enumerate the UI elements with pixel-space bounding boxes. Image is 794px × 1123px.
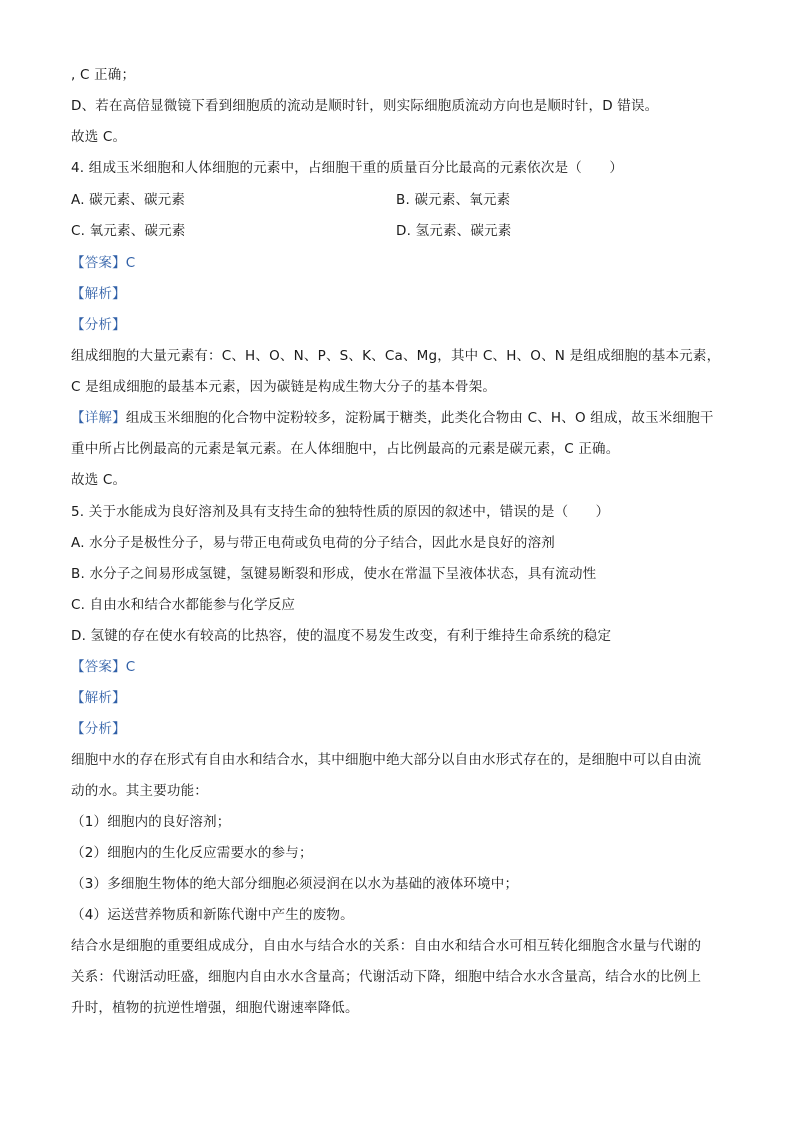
q4-option-d: D. 氢元素、碳元素 <box>396 223 512 239</box>
q4-detail-text: 组成玉米细胞的化合物中淀粉较多，淀粉属于糖类，此类化合物由 C、H、O 组成，故玉米细胞干 <box>125 410 714 426</box>
text-line: D、若在高倍显微镜下看到细胞质的流动是顺时针，则实际细胞质流动方向也是顺时针，D 错误。 <box>71 98 659 114</box>
text-line: 结合水是细胞的重要组成成分，自由水与结合水的关系：自由水和结合水可相互转化细胞含水量与代谢的 <box>71 938 702 954</box>
text-line: 关系：代谢活动旺盛，细胞内自由水水含量高；代谢活动下降，细胞中结合水水含量高，结合水的比例上 <box>71 969 702 985</box>
q4-analysis-label: 【解析】 <box>71 286 126 302</box>
q5-option-a: A. 水分子是极性分子，易与带正电荷或负电荷的分子结合，因此水是良好的溶剂 <box>71 535 555 551</box>
q4-detail-label: 【详解】 <box>71 410 126 426</box>
q4-option-c: C. 氧元素、碳元素 <box>71 223 186 239</box>
q5-option-d: D. 氢键的存在使水有较高的比热容，使的温度不易发生改变，有利于维持生命系统的稳定 <box>71 628 612 644</box>
text-line: 组成细胞的大量元素有：C、H、O、N、P、S、K、Ca、Mg，其中 C、H、O、N 是组成细胞的基本元素， <box>71 348 721 364</box>
q4-option-b: B. 碳元素、氧元素 <box>396 192 511 208</box>
text-line: C 是组成细胞的最基本元素，因为碳链是构成生物大分子的基本骨架。 <box>71 379 497 395</box>
q5-option-c: C. 自由水和结合水都能参与化学反应 <box>71 597 296 613</box>
text-line: 故选 C。 <box>71 472 127 488</box>
text-line: , C 正确； <box>71 67 136 83</box>
q4-options-row-2 <box>71 221 731 241</box>
q5-analysis-label: 【解析】 <box>71 690 126 706</box>
text-line: 细胞中水的存在形式有自由水和结合水，其中细胞中绝大部分以自由水形式存在的，是细胞中可以自由流 <box>71 752 702 768</box>
question-4-stem: 4. 组成玉米细胞和人体细胞的元素中，占细胞干重的质量百分比最高的元素依次是（ ） <box>71 160 624 176</box>
text-line: 故选 C。 <box>71 129 127 145</box>
q4-options-row-1 <box>71 190 731 210</box>
q4-fenxi-label: 【分析】 <box>71 317 126 333</box>
q5-fenxi-label: 【分析】 <box>71 721 126 737</box>
text-line: 动的水。其主要功能： <box>71 783 208 799</box>
q5-answer: 【答案】C <box>71 659 136 675</box>
text-line: 重中所占比例最高的元素是氧元素。在人体细胞中，占比例最高的元素是碳元素，C 正确。 <box>71 441 620 457</box>
function-item: （3）多细胞生物体的绝大部分细胞必须浸润在以水为基础的液体环境中； <box>71 876 519 892</box>
function-item: （1）细胞内的良好溶剂； <box>71 814 231 830</box>
text-line: 升时，植物的抗逆性增强，细胞代谢速率降低。 <box>71 1000 359 1016</box>
q4-answer: 【答案】C <box>71 255 136 271</box>
function-item: （4）运送营养物质和新陈代谢中产生的废物。 <box>71 907 354 923</box>
q4-detail-line <box>71 408 714 428</box>
question-5-stem: 5. 关于水能成为良好溶剂及具有支持生命的独特性质的原因的叙述中，错误的是（ ） <box>71 504 610 520</box>
q5-option-b: B. 水分子之间易形成氢键，氢键易断裂和形成，使水在常温下呈液体状态，具有流动性 <box>71 566 597 582</box>
function-item: （2）细胞内的生化反应需要水的参与； <box>71 845 313 861</box>
q4-option-a: A. 碳元素、碳元素 <box>71 192 186 208</box>
